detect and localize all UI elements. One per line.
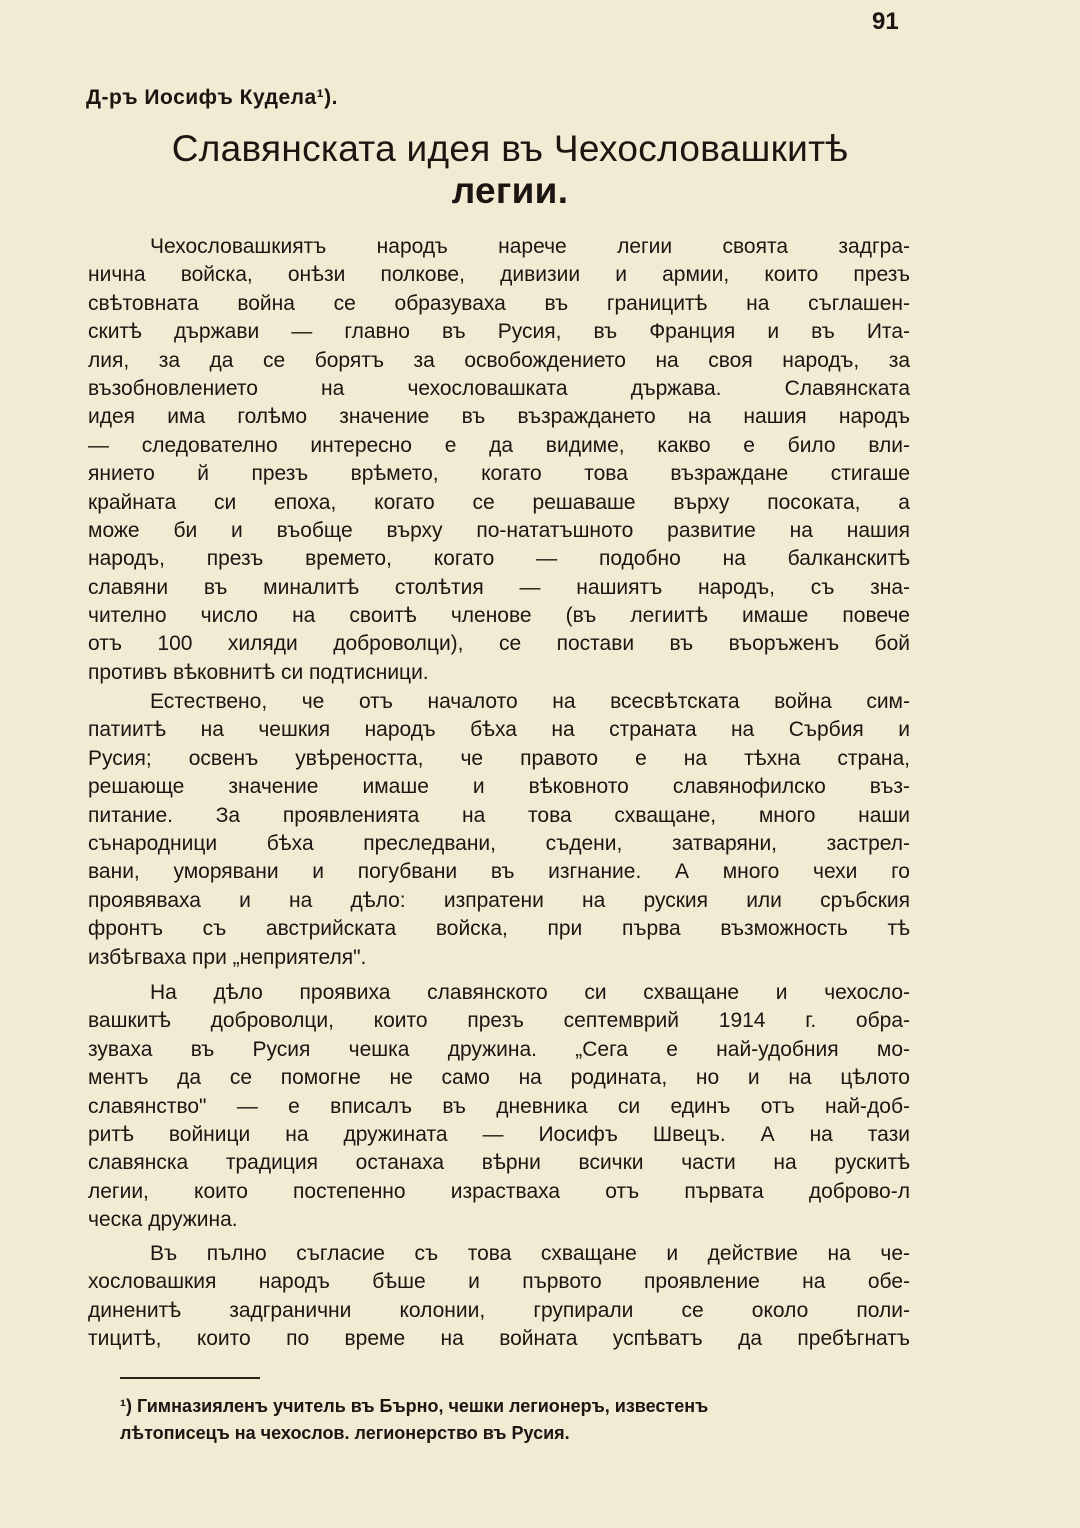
footnote-line: ¹) Гимназияленъ учитель въ Бърно, чешки легионеръ, известенъ <box>120 1396 709 1416</box>
text-line: Русия; освенъ увѣреността, че правото е на тѣхна страна, <box>88 746 910 770</box>
text-line: отъ 100 хиляди доброволци), се постави въ въоръженъ бой <box>88 632 910 656</box>
text-line: народъ, презъ времето, когато — подобно на балканскитѣ <box>88 547 910 571</box>
text-line: тицитѣ, които по време на войната успѣватъ да пребѣгнатъ <box>88 1327 910 1351</box>
text-line: ментъ да се помогне не само на родината, но и на цѣлото <box>88 1066 910 1090</box>
text-line: ческа дружина. <box>88 1208 238 1232</box>
text-line: ритѣ войници на дружината — Иосифъ Швецъ. А на тази <box>88 1122 910 1146</box>
text-line: решающе значение имаше и вѣковното славянофилско въз- <box>88 775 910 799</box>
text-line: сънародници бѣха преследвани, съдени, затваряни, застрел- <box>88 831 910 855</box>
text-line: проявяваха и на дѣло: изпратени на руския или сръбския <box>88 888 910 912</box>
text-line: чително число на своитѣ членове (въ легиитѣ имаше повече <box>88 604 910 628</box>
text-line: нична войска, онѣзи полкове, дивизии и армии, които презъ <box>88 263 910 287</box>
text-line: — следователно интересно е да видиме, какво е било вли- <box>88 433 910 457</box>
text-line: Естествено, че отъ началото на всесвѣтската война сим- <box>150 690 910 713</box>
text-line: фронтъ съ австрийската войска, при първа възможность тѣ <box>88 917 910 941</box>
page-number: 91 <box>872 8 899 35</box>
text-line: легии, които постепенно израстваха отъ първата доброво-л <box>88 1179 910 1203</box>
article-title: Славянската идея въ Чехословашкитѣ <box>171 128 849 169</box>
text-line: славянска традиция останаха вѣрни всички части на рускитѣ <box>88 1151 910 1175</box>
text-line: крайната си епоха, когато се решаваше върху посоката, а <box>88 490 910 514</box>
article-title-continued: легии. <box>451 170 569 211</box>
text-line: противъ вѣковнитѣ си подтисници. <box>88 660 429 684</box>
footnote-line: лѣтописецъ на чехослов. легионерство въ Русия. <box>120 1423 570 1443</box>
text-line: янието й презъ врѣмето, когато това възраждане стигаше <box>88 462 910 486</box>
text-line: избѣгваха при „неприятеля". <box>88 945 367 969</box>
text-line: вашкитѣ доброволци, които презъ септемврий 1914 г. обра- <box>88 1009 910 1033</box>
paragraph-2 <box>88 688 910 972</box>
text-line: Чехословашкиятъ народъ нарече легии своята задгра- <box>150 235 910 258</box>
text-line: скитѣ държави — главно въ Русия, въ Франция и въ Ита- <box>88 320 910 344</box>
footnote <box>120 1393 920 1447</box>
text-line: може би и въобще върху по-нататъшното развитие на нашия <box>88 518 910 542</box>
text-line: идея има голѣмо значение въ възраждането на нашия народъ <box>88 405 910 429</box>
text-line: възобновлението на чехословашката държава. Славянската <box>88 376 910 400</box>
text-line: лия, за да се борятъ за освобождението на своя народъ, за <box>88 348 910 372</box>
text-line: вани, уморявани и погубвани въ изгнание. А много чехи го <box>88 860 910 884</box>
text-line: хословашкия народъ бѣше и първото проявление на обе- <box>88 1270 910 1294</box>
paragraph-4 <box>88 1240 910 1354</box>
paragraph-1 <box>88 233 910 687</box>
text-line: патиитѣ на чешкия народъ бѣха на страната на Сърбия и <box>88 718 910 742</box>
text-line: свѣтовната война се образуваха въ границитѣ на съглашен- <box>88 291 910 315</box>
footnote-divider <box>120 1377 260 1379</box>
text-line: Въ пълно съгласие съ това схващане и действие на че- <box>150 1242 910 1265</box>
text-line: На дѣло проявиха славянското си схващане и чехосло- <box>150 981 910 1004</box>
author-line: Д-ръ Иосифъ Кудела¹). <box>86 86 338 109</box>
text-line: диненитѣ задгранични колонии, групирали се около поли- <box>88 1298 910 1322</box>
paragraph-3 <box>88 979 910 1235</box>
text-line: славянство" — е вписалъ въ дневника си единъ отъ най-доб- <box>88 1094 910 1118</box>
text-line: зуваха въ Русия чешка дружина. „Сега е най-удобния мо- <box>88 1037 910 1061</box>
text-line: славяни въ миналитѣ столѣтия — нашиятъ народъ, съ зна- <box>88 575 910 599</box>
text-line: питание. За проявленията на това схващане, много наши <box>88 803 910 827</box>
